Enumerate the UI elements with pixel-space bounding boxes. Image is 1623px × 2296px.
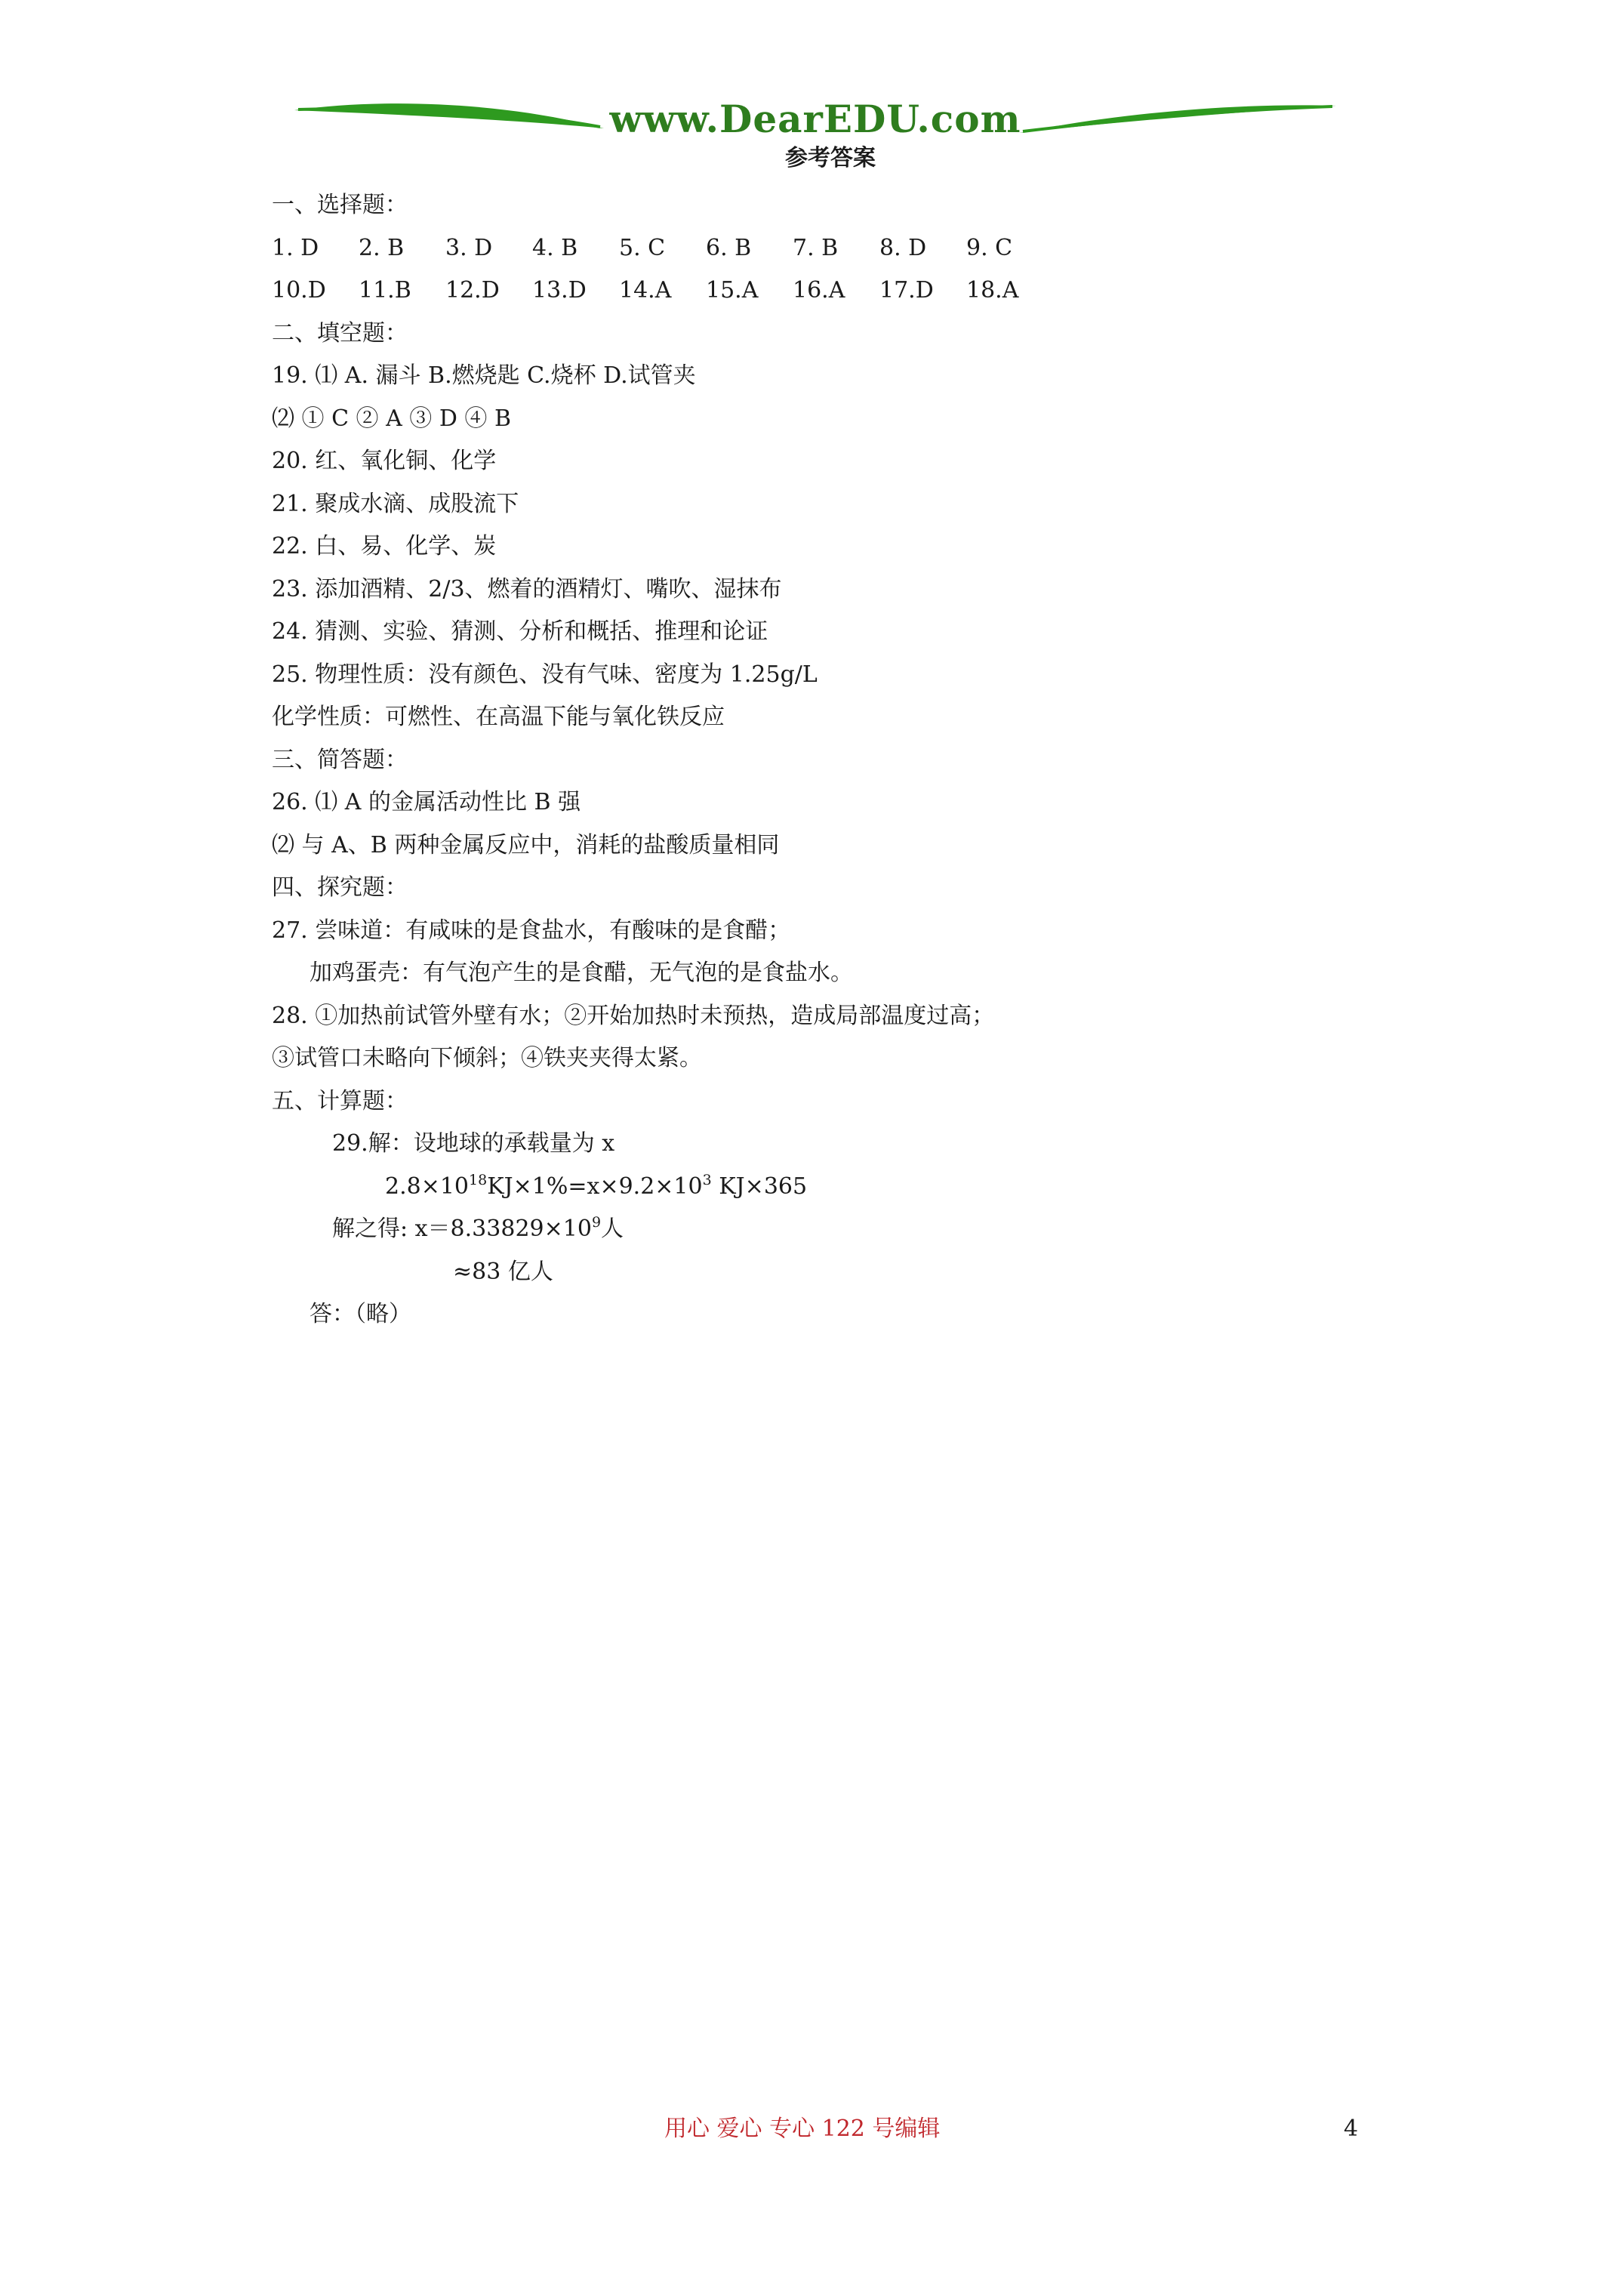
- choice-answer: 6. B: [706, 234, 752, 261]
- section-heading-calc: 五、计算题：: [272, 1087, 408, 1114]
- answer-27-eggshell: 加鸡蛋壳：有气泡产生的是食醋，无气泡的是食盐水。: [310, 960, 853, 986]
- answer-20: 20. 红、氧化铜、化学: [272, 448, 497, 474]
- answer-25-physical: 25. 物理性质：没有颜色、没有气味、密度为 1.25g/L: [272, 661, 818, 688]
- choice-answer: 1. D: [272, 234, 319, 261]
- answer-28-part-2: ③试管口未略向下倾斜；④铁夹夹得太紧。: [272, 1045, 702, 1071]
- section-heading-short: 三、简答题：: [272, 746, 408, 773]
- site-logo-text: www.DearEDU.com: [609, 97, 1021, 141]
- answer-26-part-2: ⑵ 与 A、B 两种金属反应中，消耗的盐酸质量相同: [272, 831, 780, 858]
- answer-29-approximation: ≈83 亿人: [453, 1258, 553, 1285]
- answer-19-part-2: ⑵ ① C ② A ③ D ④ B: [272, 405, 512, 432]
- choice-answer: 3. D: [445, 234, 493, 261]
- choice-answer: 10.D: [272, 277, 326, 304]
- choice-answer: 13.D: [532, 277, 587, 304]
- equation-part: 2.8×10: [385, 1173, 470, 1200]
- section-heading-explore: 四、探究题：: [272, 874, 408, 901]
- choice-answer: 9. C: [966, 234, 1013, 261]
- choice-answer: 15.A: [706, 277, 759, 304]
- choice-answer: 2. B: [359, 234, 405, 261]
- choice-answer: 18.A: [966, 277, 1019, 304]
- answer-25-chemical: 化学性质：可燃性、在高温下能与氧化铁反应: [272, 704, 725, 730]
- solution-exponent: 9: [591, 1214, 602, 1231]
- choice-answer: 5. C: [619, 234, 666, 261]
- right-swoosh-tail: [1023, 106, 1332, 131]
- equation-part: KJ×1%=x×9.2×10: [487, 1173, 703, 1200]
- answer-29-solution: [272, 1208, 1404, 1251]
- document-title: 参考答案: [785, 145, 876, 171]
- choice-answer: 14.A: [619, 277, 672, 304]
- choice-answers-row-1: [272, 227, 1404, 270]
- equation-exponent: 18: [469, 1171, 488, 1188]
- answer-23: 23. 添加酒精、2/3、燃着的酒精灯、嘴吹、湿抹布: [272, 575, 782, 603]
- choice-answer: 7. B: [793, 234, 839, 261]
- equation-part: KJ×365: [711, 1173, 808, 1200]
- choice-answer: 17.D: [879, 277, 934, 304]
- answer-29-intro: 29.解：设地球的承载量为 x: [332, 1130, 615, 1157]
- choice-answer: 16.A: [793, 277, 845, 304]
- answer-27-taste: 27. 尝味道：有咸味的是食盐水，有酸味的是食醋；: [272, 917, 791, 944]
- answer-21: 21. 聚成水滴、成股流下: [272, 490, 519, 517]
- solution-unit: 人: [601, 1216, 624, 1242]
- choice-answer: 8. D: [879, 234, 927, 261]
- answer-19-part-1: 19. ⑴ A. 漏斗 B.燃烧匙 C.烧杯 D.试管夹: [272, 362, 696, 389]
- answer-24: 24. 猜测、实验、猜测、分析和概括、推理和论证: [272, 618, 768, 645]
- choice-answer: 12.D: [445, 277, 500, 304]
- section-heading-fill: 二、填空题：: [272, 319, 408, 347]
- solution-part: 解之得: x＝8.33829×10: [332, 1216, 592, 1242]
- answer-29-final: 答：（略）: [310, 1301, 411, 1327]
- answer-28-part-1: 28. ①加热前试管外壁有水；②开始加热时未预热，造成局部温度过高；: [272, 1002, 995, 1029]
- choice-answer: 4. B: [532, 234, 578, 261]
- choice-answer: 11.B: [359, 277, 411, 304]
- equation-exponent: 3: [702, 1171, 712, 1188]
- page-header: [0, 0, 1623, 181]
- answer-26-part-1: 26. ⑴ A 的金属活动性比 B 强: [272, 789, 581, 815]
- choice-answers-row-2: [272, 270, 1404, 313]
- page-number: 4: [1344, 2116, 1359, 2142]
- section-heading-choice: 一、选择题：: [272, 192, 408, 218]
- answer-22: 22. 白、易、化学、炭: [272, 533, 497, 559]
- answer-29-equation: [272, 1166, 1404, 1209]
- answer-key-content: [272, 184, 1404, 1336]
- page-footer: 用心 爱心 专心 122 号编辑: [664, 2116, 941, 2142]
